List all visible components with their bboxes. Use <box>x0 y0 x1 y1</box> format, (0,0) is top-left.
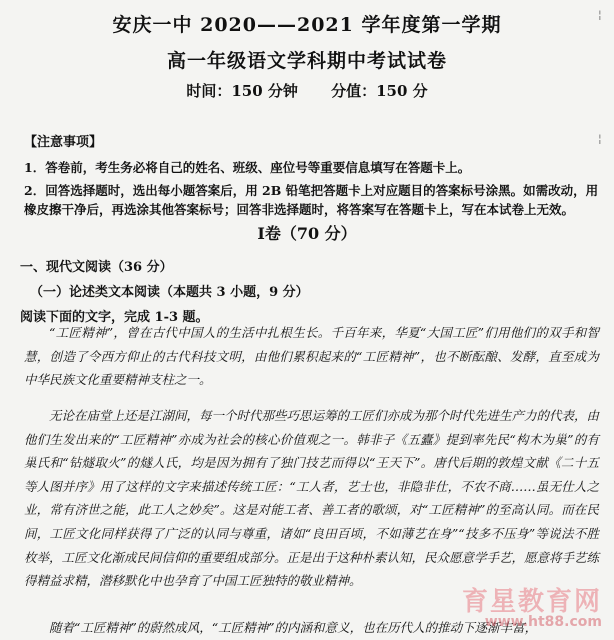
exam-title-line1: 安庆一中 2020——2021 学年度第一学期 <box>112 14 502 36</box>
reading-instruction: 阅读下面的文字，完成 1-3 题。 <box>20 310 209 325</box>
notice-item-2: 2．回答选择题时，选出每小题答案后，用 2B 铅笔把答题卡上对应题目的答案标号涂黑。如需改动，用橡皮擦干净后，再选涂其他答案标号；回答非选择题时，将答案写在答题卡上，写在本试卷上无效。 <box>24 183 599 217</box>
exam-title-line2: 高一年级语文学科期中考试试卷 <box>166 50 447 72</box>
exam-time-score <box>0 80 614 101</box>
exam-score: 分值：150 分 <box>331 82 428 100</box>
margin-mark: ¦ <box>598 132 602 145</box>
notice-item-1: 1．答卷前，考生务必将自己的姓名、班级、座位号等重要信息填写在答题卡上。 <box>24 160 471 175</box>
section-heading: 一、现代文阅读（36 分） <box>20 260 173 275</box>
passage-paragraph-1: “工匠精神”，曾在古代中国人的生活中扎根生长。千百年来，华夏“大国工匠”们用他们的双手和智慧，创造了令西方仰止的古代科技文明，由他们累积起来的“工匠精神”，也不断酝酿、发酵，直至成为中华民族文化重要精神支柱之一。 <box>24 325 599 388</box>
watermark-logo-text: 育星教育网 <box>461 587 602 617</box>
volume-title: Ⅰ卷（70 分） <box>257 224 357 243</box>
notice-heading: 【注意事项】 <box>24 135 103 150</box>
passage-paragraph-3: 随着“工匠精神”的蔚然成风，“工匠精神”的内涵和意义，也在历代人的推动下逐渐丰富， <box>49 620 538 635</box>
exam-time: 时间：150 分钟 <box>186 82 298 100</box>
subsection-heading: （一）论述类文本阅读（本题共 3 小题，9 分） <box>30 285 309 300</box>
watermark-url: www.ht88.com <box>484 614 602 630</box>
margin-mark: ¦ <box>598 8 602 21</box>
passage-paragraph-2: 无论在庙堂上还是江湖间，每一个时代那些巧思运筹的工匠们亦成为那个时代先进生产力的代表，由他们生发出来的“工匠精神”亦成为社会的核心价值观之一。韩非子《五蠹》提到率先民“构木为巢”的有巢氏和“钻燧取火”的燧人氏，均是因为拥有了独门技艺而得以“王天下”。唐代后期的敦煌文献《二十五等人图并序》用了这样的文字来描述传统工匠：“工人者，艺士也，非隐非仕，不农不商……虽无仕人之业，常有济世之能，此工人之妙矣”。这是对能工者、善工者的歌颂，对“工匠精神”的至高认同。而在民间，工匠文化同样获得了广泛的认同与尊重，诸如“良田百顷，不如薄艺在身”“技多不压身”等说法不胜枚举，工匠文化渐成民间信仰的重要组成部分。正是出于这种朴素认知，民众愿意学手艺，愿意将手艺练得精益求精，潜移默化中也孕育了中国工匠独特的敬业精神。 <box>24 408 600 589</box>
